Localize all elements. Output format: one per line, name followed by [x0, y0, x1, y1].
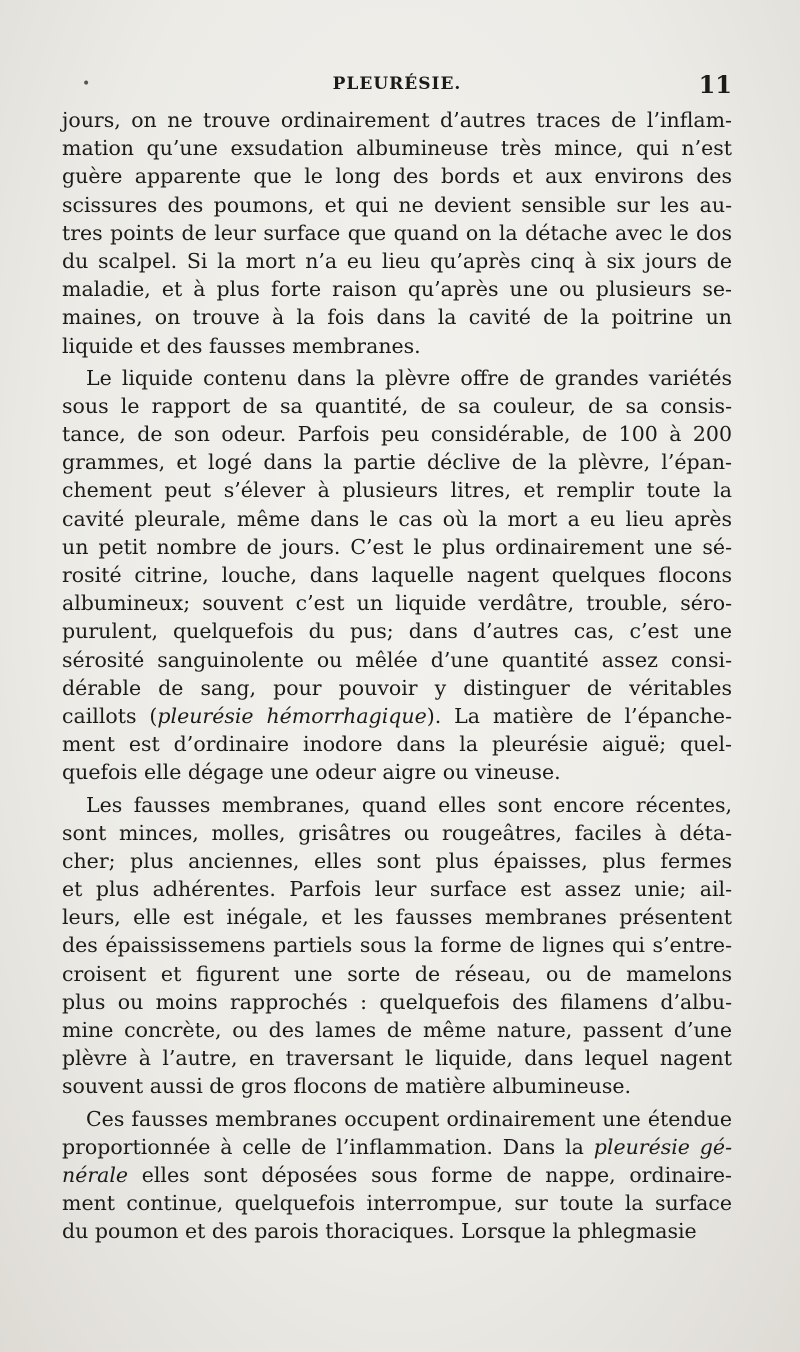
text-line: [62, 903, 732, 931]
text-line: [62, 275, 732, 303]
text-line: [62, 931, 732, 959]
text-run: Les fausses membranes, quand elles sont encore récentes,: [86, 792, 732, 817]
text-line: [62, 1189, 732, 1217]
text-run: sous le rapport de sa quantité, de sa couleur, de sa consis-: [62, 393, 732, 418]
text-run: plus ou moins rapprochés : quelquefois des filamens d’albu-: [62, 989, 732, 1014]
paragraph: [62, 364, 732, 787]
text-run: ). La matière de l’épanche-: [426, 703, 732, 728]
text-line: [62, 758, 732, 786]
text-run: proportionnée à celle de l’inflammation. Dans la: [62, 1134, 594, 1159]
text-run: sont minces, molles, grisâtres ou rougeâtres, faciles à déta-: [62, 820, 732, 845]
text-line: [62, 1072, 732, 1100]
text-line: [62, 476, 732, 504]
header-mark: •: [82, 76, 91, 92]
text-line: [62, 247, 732, 275]
text-run: jours, on ne trouve ordinairement d’autres traces de l’inflam-: [62, 108, 732, 132]
text-line: [62, 702, 732, 730]
text-run: du poumon et des parois thoraciques. Lorsque la phlegmasie: [62, 1219, 697, 1244]
text-run: ment est d’ordinaire inodore dans la pleurésie aiguë; quel-: [62, 732, 732, 757]
text-run: purulent, quelquefois du pus; dans d’autres cas, c’est une: [62, 619, 732, 644]
text-run: scissures des poumons, et qui ne devient sensible sur les au-: [62, 192, 732, 217]
text-line: [62, 420, 732, 448]
text-line: [62, 364, 732, 392]
text-run: liquide et des fausses membranes.: [62, 333, 421, 358]
text-line: [62, 646, 732, 674]
text-run: leurs, elle est inégale, et les fausses membranes présentent: [62, 905, 732, 930]
text-run: plèvre à l’autre, en traversant le liquide, dans lequel nagent: [62, 1046, 732, 1071]
text-run: elles sont déposées sous forme de nappe, ordinaire-: [128, 1162, 732, 1187]
text-line: [62, 988, 732, 1016]
paragraph: [62, 1105, 732, 1246]
text-line: [62, 191, 732, 219]
text-line: [62, 847, 732, 875]
text-line: [62, 589, 732, 617]
page-number: 11: [698, 70, 732, 99]
text-run: croisent et figurent une sorte de réseau, ou de mamelons: [62, 961, 732, 986]
text-line: [62, 1044, 732, 1072]
italic-text: pleurésie hémorrhagique: [157, 703, 427, 728]
text-line: [62, 1105, 732, 1133]
text-run: cher; plus anciennes, elles sont plus épaisses, plus fermes: [62, 848, 732, 873]
text-line: [62, 617, 732, 645]
text-line: [62, 134, 732, 162]
text-line: [62, 106, 732, 134]
text-line: [62, 960, 732, 988]
text-line: [62, 332, 732, 360]
text-run: mation qu’une exsudation albumineuse très mince, qui n’est: [62, 136, 732, 161]
text-line: [62, 1133, 732, 1161]
text-run: dérable de sang, pour pouvoir y distinguer de véritables: [62, 675, 732, 700]
text-run: guère apparente que le long des bords et aux environs des: [62, 164, 732, 189]
body-text: [62, 106, 732, 1250]
text-line: [62, 448, 732, 476]
text-line: [62, 1161, 732, 1189]
text-run: caillots (: [62, 703, 158, 728]
text-line: [62, 162, 732, 190]
text-run: des épaississemens partiels sous la forme de lignes qui s’entre-: [62, 933, 732, 958]
running-title: PLEURÉSIE.: [332, 74, 462, 94]
text-run: maines, on trouve à la fois dans la cavité de la poitrine un: [62, 305, 732, 330]
text-line: [62, 392, 732, 420]
text-run: sérosité sanguinolente ou mêlée d’une quantité assez consi-: [62, 647, 732, 672]
italic-text: pleurésie gé-: [593, 1134, 732, 1159]
text-run: chement peut s’élever à plusieurs litres, et remplir toute la: [62, 478, 732, 503]
text-line: [62, 791, 732, 819]
text-line: [62, 730, 732, 758]
text-line: [62, 303, 732, 331]
text-line: [62, 1217, 732, 1245]
text-run: albumineux; souvent c’est un liquide verdâtre, trouble, séro-: [62, 591, 732, 616]
text-line: [62, 674, 732, 702]
text-line: [62, 533, 732, 561]
text-run: rosité citrine, louche, dans laquelle nagent quelques flocons: [62, 563, 732, 587]
text-run: grammes, et logé dans la partie déclive de la plèvre, l’épan-: [62, 450, 732, 475]
running-header: [62, 70, 732, 102]
text-run: et plus adhérentes. Parfois leur surface est assez unie; ail-: [62, 877, 732, 902]
text-run: du scalpel. Si la mort n’a eu lieu qu’après cinq à six jours de: [62, 248, 732, 273]
text-run: cavité pleurale, même dans le cas où la mort a eu lieu après: [62, 506, 732, 531]
text-run: souvent aussi de gros flocons de matière albumineuse.: [62, 1074, 632, 1099]
text-run: Le liquide contenu dans la plèvre offre de grandes variétés: [86, 365, 732, 390]
italic-text: nérale: [62, 1162, 129, 1187]
text-run: maladie, et à plus forte raison qu’après une ou plusieurs se-: [62, 277, 732, 302]
text-run: tance, de son odeur. Parfois peu considérable, de 100 à 200: [62, 422, 732, 447]
text-line: [62, 561, 732, 589]
text-line: [62, 819, 732, 847]
text-line: [62, 219, 732, 247]
text-run: mine concrète, ou des lames de même nature, passent d’une: [62, 1018, 732, 1042]
text-line: [62, 505, 732, 533]
text-line: [62, 1016, 732, 1044]
text-run: tres points de leur surface que quand on la détache avec le dos: [62, 220, 732, 245]
paragraph: [62, 106, 732, 360]
text-run: quefois elle dégage une odeur aigre ou vineuse.: [62, 760, 561, 785]
text-run: Ces fausses membranes occupent ordinairement une étendue: [86, 1106, 732, 1131]
text-run: ment continue, quelquefois interrompue, sur toute la surface: [62, 1191, 732, 1216]
text-line: [62, 875, 732, 903]
paragraph: [62, 791, 732, 1101]
text-run: un petit nombre de jours. C’est le plus ordinairement une sé-: [62, 534, 732, 559]
